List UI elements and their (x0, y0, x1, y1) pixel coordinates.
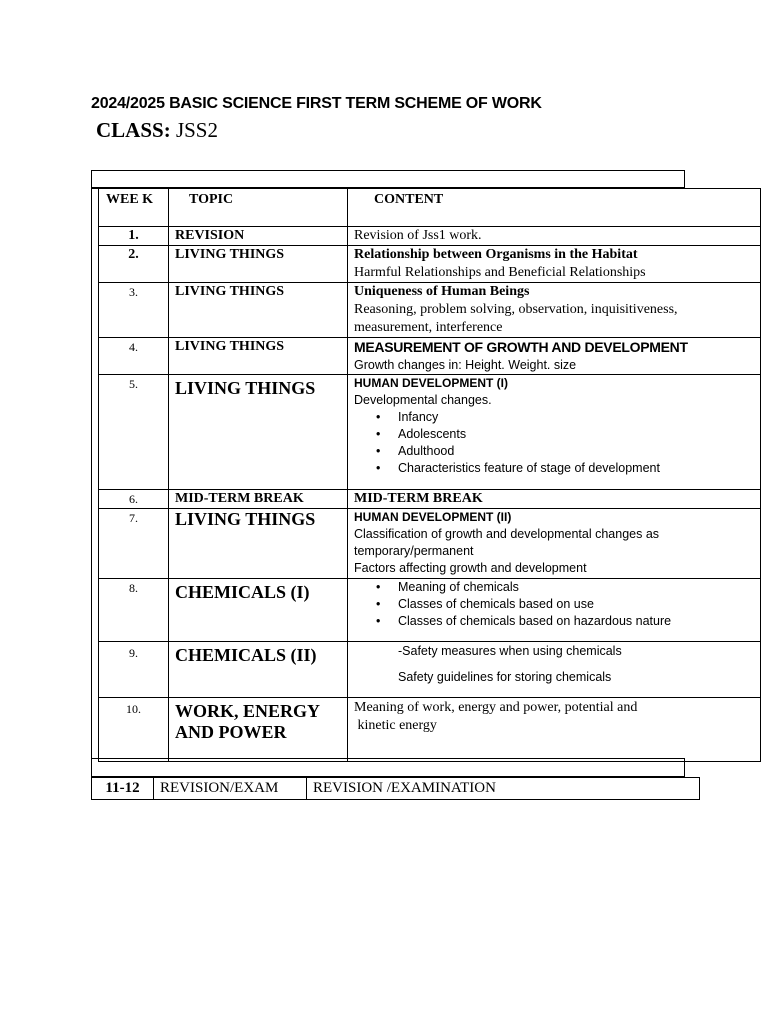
content-heading: MID-TERM BREAK (354, 491, 483, 506)
table-row (99, 698, 761, 762)
class-label: CLASS: (96, 118, 171, 142)
topic-cell: WORK, ENERGY AND POWER (169, 698, 348, 762)
content-line: -Safety measures when using chemicals (398, 644, 622, 658)
list-item: • Classes of chemicals based on use (398, 596, 754, 613)
topic-cell: LIVING THINGS (169, 509, 348, 579)
class-line (96, 118, 218, 143)
content-cell: REVISION /EXAMINATION (307, 778, 700, 800)
content-line: Developmental changes. (354, 393, 492, 407)
content-heading: MEASUREMENT OF GROWTH AND DEVELOPMENT (354, 339, 688, 355)
table-row (99, 375, 761, 490)
list-item: • Adolescents (398, 426, 754, 443)
topic-cell: CHEMICALS (II) (169, 642, 348, 698)
table-top-strip (91, 170, 685, 189)
content-bullet-list (354, 409, 754, 477)
table-row (99, 246, 761, 283)
document-title: 2024/2025 BASIC SCIENCE FIRST TERM SCHEME OF WORK (91, 95, 542, 112)
content-cell (348, 227, 761, 246)
content-line: Meaning of work, energy and power, potential and (354, 700, 638, 715)
content-cell (348, 375, 761, 490)
table-header-row (99, 189, 761, 227)
scheme-table (98, 188, 761, 762)
topic-cell: LIVING THINGS (169, 338, 348, 375)
week-cell: 11-12 (92, 778, 154, 800)
content-cell (348, 698, 761, 762)
content-bullet-list (354, 579, 754, 630)
list-item: • Adulthood (398, 443, 754, 460)
table-row (99, 509, 761, 579)
week-cell: 6. (99, 490, 169, 509)
content-cell (348, 642, 761, 698)
content-cell (348, 338, 761, 375)
table-row (99, 642, 761, 698)
week-cell: 9. (99, 642, 169, 698)
content-line: kinetic energy (354, 718, 437, 733)
content-cell (348, 509, 761, 579)
list-item: • Classes of chemicals based on hazardous nature (398, 613, 754, 630)
content-cell (348, 283, 761, 338)
week-cell: 10. (99, 698, 169, 762)
topic-cell: CHEMICALS (I) (169, 579, 348, 642)
week-cell: 7. (99, 509, 169, 579)
list-item: • Characteristics feature of stage of development (398, 460, 754, 477)
content-heading: Uniqueness of Human Beings (354, 284, 530, 299)
topic-cell: LIVING THINGS (169, 375, 348, 490)
content-line: Reasoning, problem solving, observation, inquisitiveness, measurement, interference (354, 302, 678, 335)
topic-cell: LIVING THINGS (169, 246, 348, 283)
content-line: Classification of growth and developmental changes as temporary/permanent (354, 527, 660, 558)
topic-cell: REVISION/EXAM (154, 778, 307, 800)
week-cell: 1. (99, 227, 169, 246)
table-row (99, 227, 761, 246)
content-line: Harmful Relationships and Beneficial Relationships (354, 265, 646, 280)
topic-cell: REVISION (169, 227, 348, 246)
content-heading: HUMAN DEVELOPMENT (II) (354, 510, 512, 524)
week-cell: 4. (99, 338, 169, 375)
week-cell: 5. (99, 375, 169, 490)
topic-cell: LIVING THINGS (169, 283, 348, 338)
content-cell (348, 579, 761, 642)
table-row (99, 338, 761, 375)
week-cell: 2. (99, 246, 169, 283)
table-row (92, 778, 700, 800)
table-row (99, 283, 761, 338)
content-heading: HUMAN DEVELOPMENT (I) (354, 376, 508, 390)
topic-cell: MID-TERM BREAK (169, 490, 348, 509)
week-cell: 8. (99, 579, 169, 642)
header-content: CONTENT (348, 189, 761, 227)
table-row (99, 490, 761, 509)
content-line: Revision of Jss1 work. (354, 228, 482, 243)
header-topic: TOPIC (169, 189, 348, 227)
content-line: Growth changes in: Height. Weight. size (354, 358, 577, 372)
week-cell: 3. (99, 283, 169, 338)
table-row (99, 579, 761, 642)
revision-table (91, 777, 700, 800)
content-line: Factors affecting growth and development (354, 561, 587, 575)
content-cell (348, 490, 761, 509)
content-cell (348, 246, 761, 283)
content-line: Safety guidelines for storing chemicals (398, 670, 612, 684)
table-spacer-row (91, 758, 685, 778)
list-item: • Meaning of chemicals (398, 579, 754, 596)
class-value: JSS2 (175, 118, 218, 142)
list-item: • Infancy (398, 409, 754, 426)
content-heading: Relationship between Organisms in the Habitat (354, 247, 638, 262)
header-week: WEE K (99, 189, 169, 227)
